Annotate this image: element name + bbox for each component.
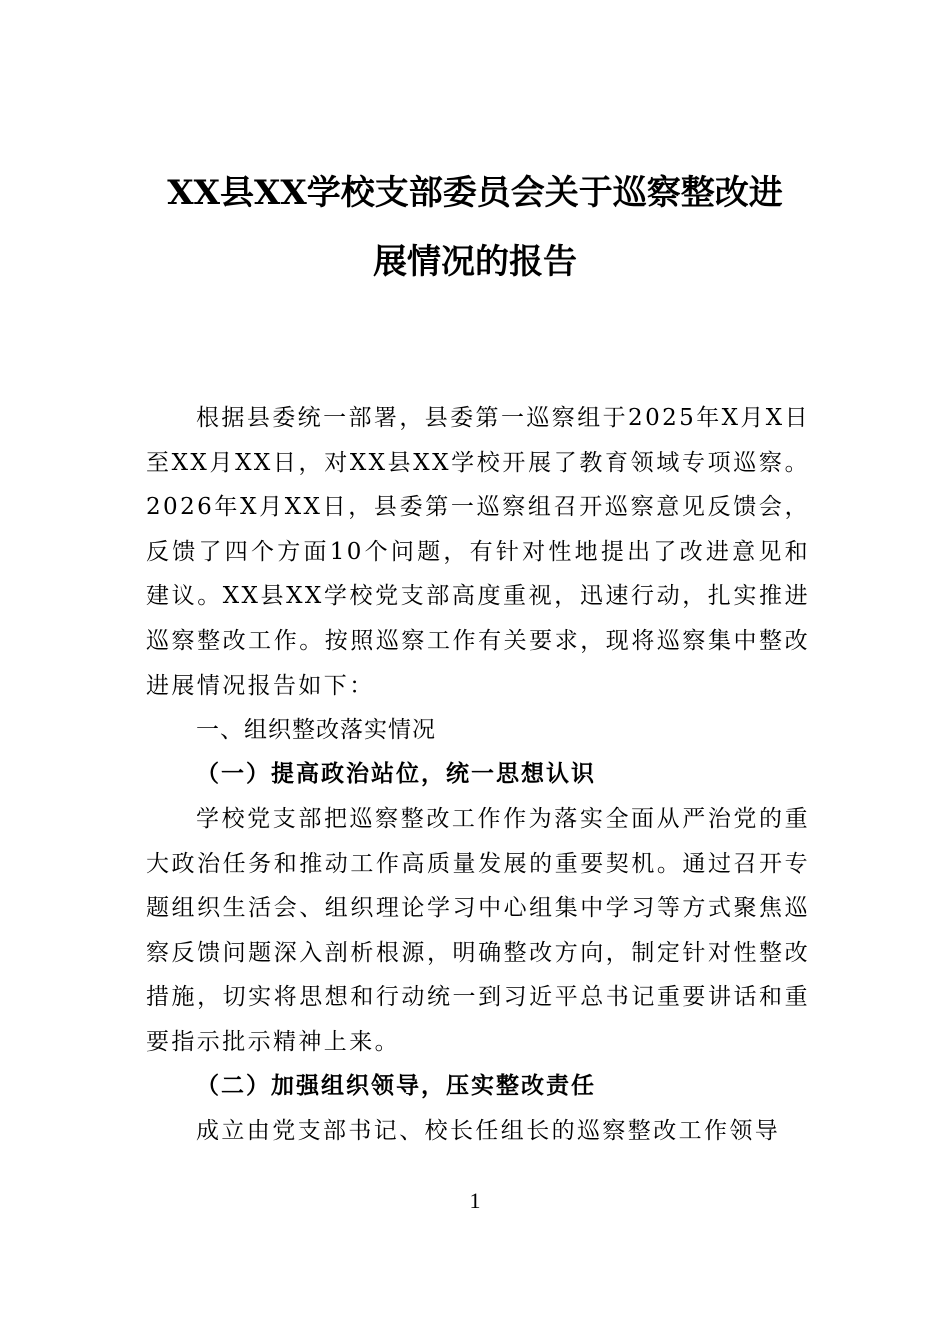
subsection-1-paragraph: 学校党支部把巡察整改工作作为落实全面从严治党的重大政治任务和推动工作高质量发展的重要契机。通过召开专题组织生活会、组织理论学习中心组集中学习等方式聚焦巡察反馈问题深入剖析根源，明确整改方向，制定针对性整改措施，切实将思想和行动统一到习近平总书记重要讲话和重要指示批示精神上来。 [146, 806, 810, 1055]
subsection-2-paragraph: 成立由党支部书记、校长任组长的巡察整改工作领导 [196, 1118, 781, 1144]
document-title-line1: XX县XX学校支部委员会关于巡察整改进 [167, 173, 783, 213]
subsection-heading-1: （一）提高政治站位，统一思想认识 [196, 760, 596, 787]
document-title-line2: 展情况的报告 [373, 242, 577, 282]
page-number: 1 [469, 1188, 481, 1213]
section-heading-1: 一、组织整改落实情况 [196, 717, 436, 743]
intro-paragraph: 根据县委统一部署，县委第一巡察组于2025年X月X日至XX月XX日，对XX县XX学校开展了教育领域专项巡察。2026年X月XX日，县委第一巡察组召开巡察意见反馈会，反馈了四个方面10个问题，有针对性地提出了改进意见和建议。XX县XX学校党支部高度重视，迅速行动，扎实推进巡察整改工作。按照巡察工作有关要求，现将巡察集中整改进展情况报告如下： [146, 405, 810, 699]
subsection-heading-2: （二）加强组织领导，压实整改责任 [196, 1072, 596, 1099]
